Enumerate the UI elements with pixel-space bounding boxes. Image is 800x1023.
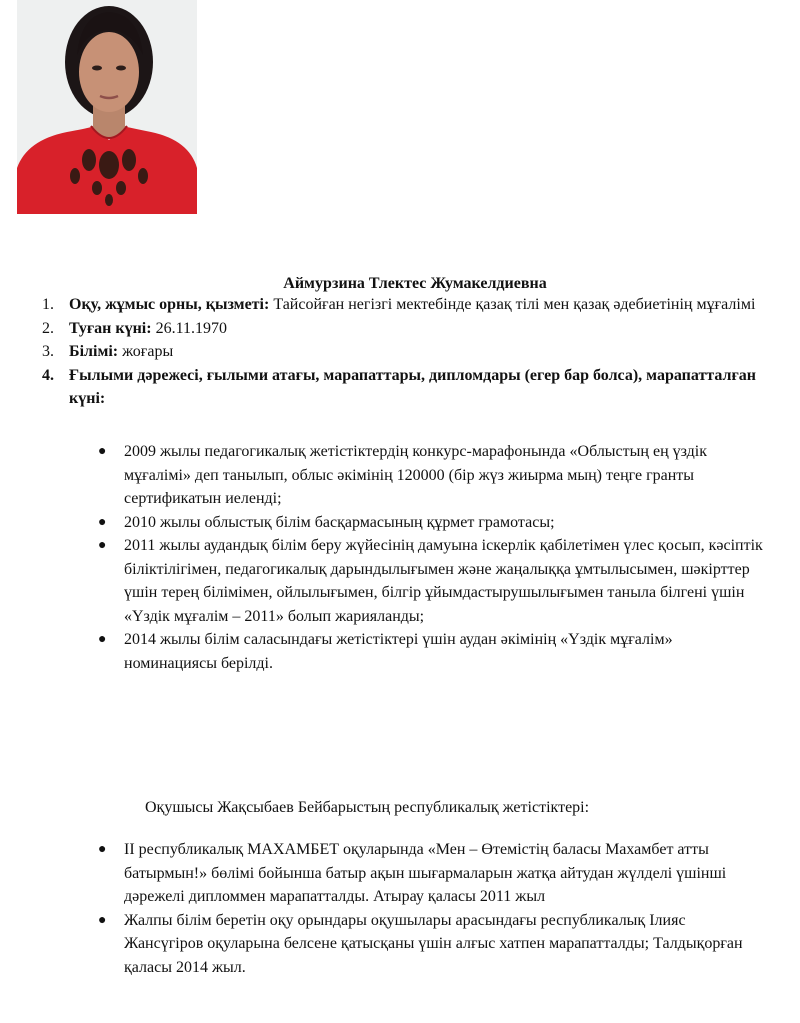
award-text: 2009 жылы педагогикалық жетістіктердің конкурс-марафонында «Облыстың ең үздік мұғалімі» деп танылып, облыс әкімінің 120000 (бір жүз жиырма мың) теңге гранты сертификатын иеленді; <box>124 443 708 507</box>
portrait-photo <box>17 0 197 214</box>
awards-list <box>0 440 800 675</box>
award-text: 2014 жылы білім саласындағы жетістіктері үшін аудан әкімінің «Үздік мұғалім» номинациясы берілді. <box>124 631 673 672</box>
award-item <box>0 628 800 675</box>
bullet-icon: ● <box>98 514 107 530</box>
item-number: 4. <box>42 366 54 384</box>
bullet-icon: ● <box>98 538 107 553</box>
student-achievement-item <box>0 838 800 909</box>
field-label: Ғылыми дәрежесі, ғылыми атағы, марапаттары, дипломдары (егер бар болса), марапатталған күні: <box>69 366 756 407</box>
item-number: 1. <box>42 296 54 313</box>
student-achievements-list <box>0 838 800 979</box>
bullet-icon: ● <box>98 912 107 928</box>
students-section-title: Оқушысы Жақсыбаев Бейбарыстың республикалық жетістіктері: <box>145 799 590 816</box>
info-list <box>0 293 800 411</box>
award-item <box>0 440 800 511</box>
field-value: жоғары <box>118 343 174 360</box>
item-number: 3. <box>42 343 54 360</box>
info-item-education <box>0 340 800 364</box>
award-item <box>0 534 800 628</box>
student-achievement-text: ІІ республикалық МАХАМБЕТ оқуларында «Мен – Өтемістің баласы Махамбет атты батырмын!» бөлімі бойынша батыр ақын шығармаларын жатқа айтудан жүлделі үшінші дәрежелі дипломмен марапатталды. Атырау қаласы 2011 жыл <box>124 841 727 905</box>
field-label: Туған күні: <box>69 319 152 337</box>
info-item-workplace <box>0 293 800 317</box>
info-item-awards-heading <box>0 364 800 411</box>
award-text: 2011 жылы аудандық білім беру жүйесінің дамуына іскерлік қабілетімен үлес қосып, кәсіптік біліктілігімен, педагогикалық дарындылығымен және жаңалыққа ұмтылысымен, шәкірттер үшін терең білімімен, ойлылығымен, білгір ұйымдастырушылығымен таныла білгені үшін «Үздік мұғалім – 2011» болып жарияланды; <box>124 537 763 625</box>
field-label: Білімі: <box>69 343 119 360</box>
award-text: 2010 жылы облыстық білім басқармасының құрмет грамотасы; <box>124 513 555 531</box>
bullet-icon: ● <box>98 632 107 647</box>
item-number: 2. <box>42 319 54 337</box>
bullet-icon: ● <box>98 842 107 857</box>
student-achievement-item <box>0 909 800 980</box>
award-item <box>0 511 800 535</box>
portrait-photo-image <box>17 0 197 214</box>
info-item-birthdate <box>0 317 800 341</box>
field-label: Оқу, жұмыс орны, қызметі: <box>69 296 270 313</box>
person-name: Аймурзина Тлектес Жумакелдиевна <box>283 275 547 292</box>
bullet-icon: ● <box>98 444 107 459</box>
field-value: Тайсойған негізгі мектебінде қазақ тілі мен қазақ әдебиетінің мұғалімі <box>269 296 756 313</box>
field-value: 26.11.1970 <box>151 319 227 337</box>
student-achievement-text: Жалпы білім беретін оқу орындары оқушылары арасындағы республикалық Ілияс Жансүгіров оқуларына белсене қатысқаны үшін алғыс хатпен марапатталды; Талдықорған қаласы 2014 жыл. <box>124 911 743 976</box>
